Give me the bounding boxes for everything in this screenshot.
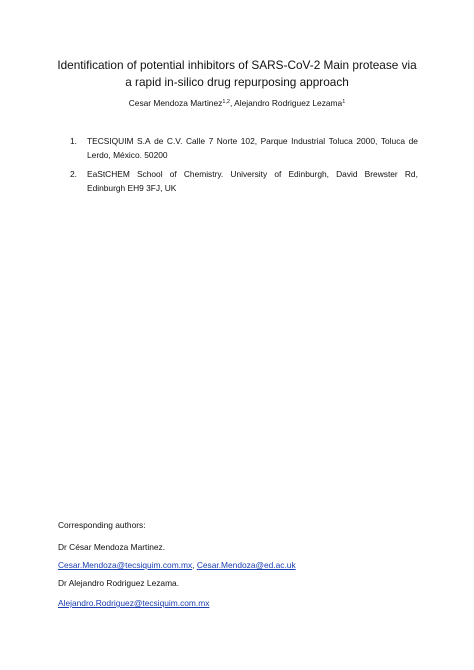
corresponding-authors-heading: Corresponding authors: [58,520,146,530]
affiliation-word: of [169,169,177,179]
affiliation-word: Brewster [364,169,398,179]
title-line-2: a rapid in-silico drug repurposing approach [125,75,349,89]
affiliation-2-number: 2. [70,169,77,179]
corresponding-author-2-email [58,598,209,609]
affiliation-word: Toluca [328,136,353,146]
affiliation-2-line-1 [87,167,418,181]
affiliation-word: TECSIQUIM [87,136,134,146]
affiliation-1-line-2: Lerdo, México. 50200 [87,150,168,161]
corresponding-author-2: Dr Alejandro Rodriguez Lezama. [58,578,180,588]
affiliation-word: EaStCHEM [87,169,130,179]
affiliation-word: Toluca [380,136,406,146]
email-link-cesar-tecsiquim[interactable]: Cesar.Mendoza@tecsiquim.com.mx [58,560,193,570]
affiliation-word: University [230,169,268,179]
affiliation-word: S.A [137,136,151,146]
affiliation-word: C.V. [166,136,183,146]
affiliation-word: de [154,136,164,146]
author-1-name: Cesar Mendoza Martinez [128,98,223,108]
affiliation-word: 102, [240,136,258,146]
affiliation-word: Calle [185,136,206,146]
corresponding-author-1: Dr César Mendoza Martinez. [58,542,166,552]
affiliation-word: School [136,169,163,179]
affiliation-word: Parque [260,136,288,146]
corresponding-author-1-emails [58,560,296,571]
author-1-affiliation-marker: 1,2 [222,99,230,105]
author-2-affiliation-marker: 1 [342,99,346,105]
affiliation-1 [70,134,418,162]
author-list [60,98,414,109]
affiliation-word: Norte [216,136,238,146]
email-link-alejandro-tecsiquim[interactable]: Alejandro.Rodriguez@tecsiquim.com.mx [58,598,210,608]
title-line-1: Identification of potential inhibitors of SARS-CoV-2 Main protease via [57,58,417,72]
email-link-cesar-ed[interactable]: Cesar.Mendoza@ed.ac.uk [196,560,296,570]
affiliation-word: 7 [208,136,214,146]
affiliation-word: of [274,169,282,179]
paper-title [50,57,424,91]
affiliation-2-line-2: Edinburgh EH9 3FJ, UK [87,183,177,194]
affiliation-word: David [336,169,358,179]
affiliation-word: de [408,136,418,146]
affiliation-word: Rd, [404,169,418,179]
affiliation-word: Industrial [291,136,326,146]
author-2-name: Alejandro Rodriguez Lezama [234,98,343,108]
email-separator: , [192,560,197,570]
affiliation-word: Edinburgh, [288,169,329,179]
author-separator: , [229,98,235,108]
affiliation-word: 2000, [356,136,378,146]
affiliation-1-line-1 [87,134,418,148]
affiliation-word: Chemistry. [183,169,224,179]
affiliation-1-number: 1. [70,136,77,146]
affiliation-2 [70,167,418,195]
